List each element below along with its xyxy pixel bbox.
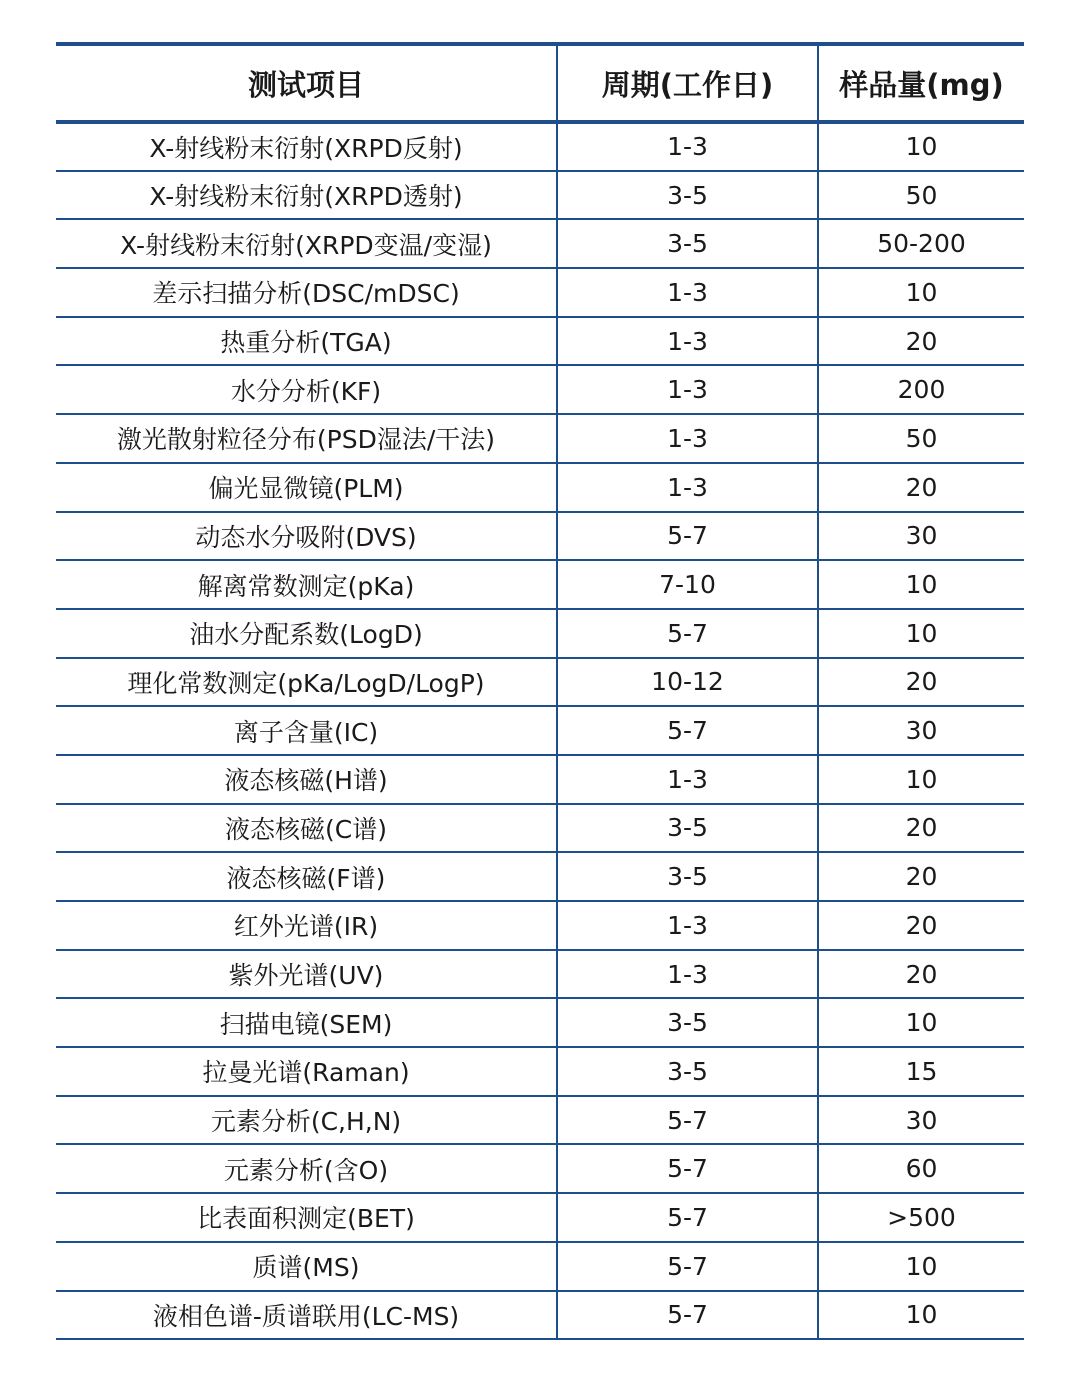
- table-row: [56, 901, 1024, 950]
- cell-cycle-days: 5-7: [557, 609, 818, 658]
- cell-sample-amount: 10: [905, 1251, 938, 1281]
- table-row: [56, 317, 1024, 366]
- cell-test-item: 紫外光谱(UV): [56, 950, 557, 999]
- cell-sample-amount: 20: [905, 472, 938, 502]
- cell-sample-amount: 50: [905, 423, 938, 453]
- cell-cycle-days: 5-7: [557, 1096, 818, 1145]
- cell-test-item: X-射线粉末衍射(XRPD变温/变湿): [56, 219, 557, 268]
- cell-sample-amount: 50: [905, 180, 938, 210]
- cell-test-item: 质谱(MS): [56, 1242, 557, 1291]
- cell-sample-amount: 30: [905, 1105, 938, 1135]
- cell-test-item: 元素分析(C,H,N): [56, 1096, 557, 1145]
- cell-cycle-days: 3-5: [557, 852, 818, 901]
- table-row: [56, 658, 1024, 707]
- header-test-item: 测试项目: [56, 44, 557, 122]
- table-row: [56, 512, 1024, 561]
- cell-test-item: X-射线粉末衍射(XRPD反射): [56, 122, 557, 171]
- cell-cycle-days: 1-3: [557, 122, 818, 171]
- cell-sample-amount: 60: [905, 1154, 938, 1184]
- cell-cycle-days: 1-3: [557, 755, 818, 804]
- cell-cycle-days: 1-3: [557, 268, 818, 317]
- cell-test-item: 解离常数测定(pKa): [56, 560, 557, 609]
- cell-sample-amount: 20: [905, 959, 938, 989]
- cell-cycle-days: 1-3: [557, 317, 818, 366]
- cell-cycle-days: 1-3: [557, 901, 818, 950]
- table-row: [56, 1242, 1024, 1291]
- cell-test-item: 水分分析(KF): [56, 365, 557, 414]
- cell-sample-amount: 200: [897, 375, 946, 405]
- cell-sample-amount: 10: [905, 764, 938, 794]
- test-items-table-container: [56, 42, 1024, 1340]
- table-row: [56, 268, 1024, 317]
- cell-sample-amount: 30: [905, 521, 938, 551]
- cell-sample-amount: 10: [905, 132, 938, 162]
- table-row: [56, 171, 1024, 220]
- cell-sample-amount: >500: [887, 1202, 956, 1232]
- cell-sample-amount: 20: [905, 667, 938, 697]
- cell-cycle-days: 5-7: [557, 1242, 818, 1291]
- table-row: [56, 1096, 1024, 1145]
- cell-test-item: 扫描电镜(SEM): [56, 998, 557, 1047]
- table-row: [56, 609, 1024, 658]
- cell-test-item: 激光散射粒径分布(PSD湿法/干法): [56, 414, 557, 463]
- table-row: [56, 414, 1024, 463]
- table-row: [56, 1193, 1024, 1242]
- table-row: [56, 755, 1024, 804]
- cell-sample-amount: 20: [905, 910, 938, 940]
- table-row: [56, 706, 1024, 755]
- cell-test-item: 油水分配系数(LogD): [56, 609, 557, 658]
- cell-sample-amount: 30: [905, 716, 938, 746]
- cell-test-item: 红外光谱(IR): [56, 901, 557, 950]
- cell-cycle-days: 7-10: [557, 560, 818, 609]
- table-row: [56, 1047, 1024, 1096]
- cell-test-item: 偏光显微镜(PLM): [56, 463, 557, 512]
- table-row: [56, 852, 1024, 901]
- table-body: [56, 122, 1024, 1339]
- cell-cycle-days: 3-5: [557, 171, 818, 220]
- cell-cycle-days: 3-5: [557, 804, 818, 853]
- cell-test-item: 理化常数测定(pKa/LogD/LogP): [56, 658, 557, 707]
- cell-sample-amount: 10: [905, 277, 938, 307]
- cell-cycle-days: 3-5: [557, 1047, 818, 1096]
- cell-sample-amount: 20: [905, 862, 938, 892]
- cell-test-item: 液态核磁(H谱): [56, 755, 557, 804]
- table-row: [56, 1291, 1024, 1340]
- cell-test-item: 比表面积测定(BET): [56, 1193, 557, 1242]
- cell-sample-amount: 20: [905, 326, 938, 356]
- header-sample-amount: 样品量(mg): [839, 67, 1004, 102]
- test-items-table: [56, 42, 1024, 1340]
- table-row: [56, 998, 1024, 1047]
- cell-sample-amount: 10: [905, 1008, 938, 1038]
- table-row: [56, 365, 1024, 414]
- table-row: [56, 950, 1024, 999]
- cell-cycle-days: 5-7: [557, 1144, 818, 1193]
- cell-test-item: 动态水分吸附(DVS): [56, 512, 557, 561]
- cell-test-item: 拉曼光谱(Raman): [56, 1047, 557, 1096]
- cell-cycle-days: 3-5: [557, 219, 818, 268]
- table-row: [56, 219, 1024, 268]
- cell-sample-amount: 10: [905, 618, 938, 648]
- cell-test-item: X-射线粉末衍射(XRPD透射): [56, 171, 557, 220]
- cell-cycle-days: 5-7: [557, 1193, 818, 1242]
- cell-sample-amount: 50-200: [877, 229, 966, 259]
- cell-test-item: 液态核磁(F谱): [56, 852, 557, 901]
- cell-cycle-days: 5-7: [557, 512, 818, 561]
- cell-cycle-days: 5-7: [557, 1291, 818, 1340]
- table-row: [56, 804, 1024, 853]
- cell-cycle-days: 1-3: [557, 365, 818, 414]
- table-header-row: [56, 44, 1024, 122]
- table-row: [56, 463, 1024, 512]
- cell-sample-amount: 20: [905, 813, 938, 843]
- cell-sample-amount: 10: [905, 570, 938, 600]
- cell-test-item: 热重分析(TGA): [56, 317, 557, 366]
- cell-test-item: 元素分析(含O): [56, 1144, 557, 1193]
- header-cycle-days: 周期(工作日): [557, 44, 818, 122]
- cell-cycle-days: 5-7: [557, 706, 818, 755]
- cell-test-item: 差示扫描分析(DSC/mDSC): [56, 268, 557, 317]
- cell-cycle-days: 10-12: [557, 658, 818, 707]
- cell-sample-amount: 10: [905, 1300, 938, 1330]
- cell-cycle-days: 1-3: [557, 414, 818, 463]
- cell-cycle-days: 1-3: [557, 463, 818, 512]
- cell-test-item: 液相色谱-质谱联用(LC-MS): [56, 1291, 557, 1340]
- table-row: [56, 560, 1024, 609]
- cell-sample-amount: 15: [905, 1056, 938, 1086]
- cell-test-item: 液态核磁(C谱): [56, 804, 557, 853]
- cell-cycle-days: 1-3: [557, 950, 818, 999]
- cell-test-item: 离子含量(IC): [56, 706, 557, 755]
- table-row: [56, 1144, 1024, 1193]
- cell-cycle-days: 3-5: [557, 998, 818, 1047]
- table-row: [56, 122, 1024, 171]
